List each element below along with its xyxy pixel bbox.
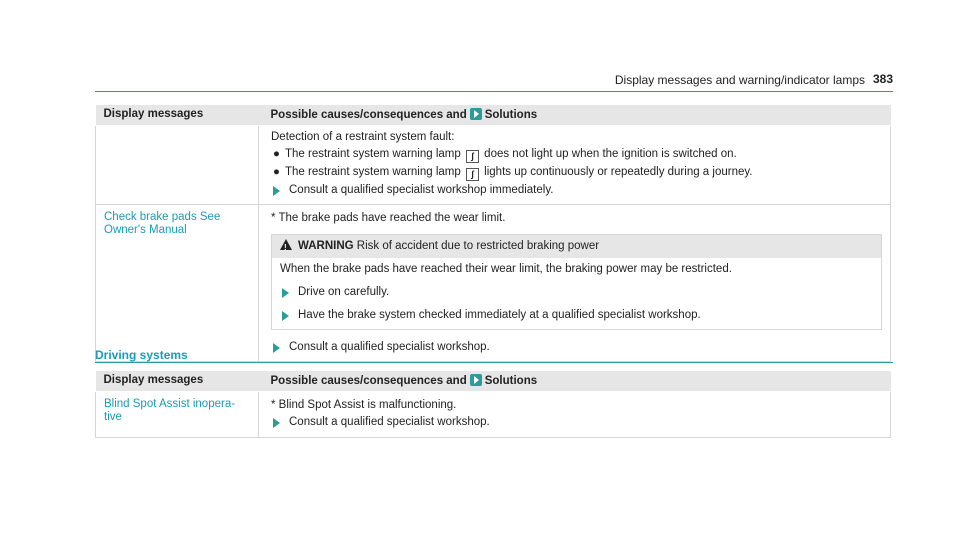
table-header-row	[96, 105, 891, 126]
display-message-cell: Check brake pads See Owner's Manual	[96, 205, 259, 362]
causes-cell	[259, 126, 891, 205]
column-header-display-messages: Display messages	[96, 105, 259, 126]
column-header-suffix: Solutions	[484, 375, 538, 387]
causes-cell	[259, 392, 891, 438]
list-item	[271, 147, 882, 163]
arrow-right-icon	[282, 311, 289, 321]
bullet-icon: ●	[273, 148, 280, 160]
warning-box	[271, 234, 882, 330]
section-title: Driving systems	[95, 348, 188, 362]
page-header-title: Display messages and warning/indicator lamps	[614, 73, 865, 87]
column-header-causes-solutions	[259, 105, 891, 126]
column-header-causes-solutions	[259, 371, 891, 392]
bullet-icon: ●	[273, 166, 280, 178]
display-message-cell: Blind Spot Assist inopera- tive	[96, 392, 259, 438]
warning-header	[272, 235, 881, 258]
column-header-suffix: Solutions	[484, 109, 538, 121]
warning-body	[272, 258, 881, 329]
warning-step	[280, 285, 873, 300]
warning-step-text: Drive on carefully.	[298, 286, 390, 298]
warning-title: Risk of accident due to restricted braking power	[356, 240, 600, 252]
arrow-right-icon	[282, 288, 289, 298]
solution-text: Consult a qualified specialist workshop.	[289, 341, 490, 353]
display-messages-table-restraint-brake	[95, 105, 891, 362]
bullet-text-b: lights up continuously or repeatedly during a journey.	[484, 166, 753, 178]
table-header-row	[96, 371, 891, 392]
solution-step	[271, 415, 882, 430]
header-rule	[95, 91, 893, 92]
fault-intro: Detection of a restraint system fault:	[271, 131, 455, 143]
restraint-system-warning-lamp-icon: ʃ	[466, 168, 479, 181]
arrow-right-icon	[273, 186, 280, 196]
bullet-text-b: does not light up when the ignition is switched on.	[484, 148, 737, 160]
cause-text: * The brake pads have reached the wear limit.	[271, 212, 506, 224]
warning-step	[280, 308, 873, 323]
display-message-cell	[96, 126, 259, 205]
bullet-text-a: The restraint system warning lamp	[285, 166, 461, 178]
arrow-right-icon	[273, 343, 280, 353]
column-header-prefix: Possible causes/consequences and	[270, 375, 467, 387]
warning-text: When the brake pads have reached their wear limit, the braking power may be restricted.	[280, 263, 732, 275]
section-rule	[95, 362, 893, 363]
solution-step	[271, 183, 882, 198]
table-row	[96, 126, 891, 205]
list-item	[271, 165, 882, 181]
arrow-right-icon	[273, 418, 280, 428]
solution-text: Consult a qualified specialist workshop.	[289, 416, 490, 428]
bullet-text-a: The restraint system warning lamp	[285, 148, 461, 160]
page-number: 383	[872, 72, 893, 86]
column-header-display-messages: Display messages	[96, 371, 259, 392]
causes-cell	[259, 205, 891, 362]
table-row	[96, 392, 891, 438]
cause-text: * Blind Spot Assist is malfunctioning.	[271, 399, 457, 411]
warning-label: WARNING	[298, 240, 354, 252]
warning-step-text: Have the brake system checked immediately at a qualified specialist workshop.	[298, 309, 701, 321]
column-header-prefix: Possible causes/consequences and	[270, 109, 467, 121]
arrow-right-icon	[470, 108, 482, 120]
warning-triangle-icon	[280, 239, 292, 250]
arrow-right-icon	[470, 374, 482, 386]
table-row	[96, 205, 891, 362]
restraint-system-warning-lamp-icon: ʃ	[466, 150, 479, 163]
display-messages-table-driving-systems	[95, 371, 891, 438]
solution-text: Consult a qualified specialist workshop immediately.	[289, 184, 554, 196]
solution-step	[271, 340, 882, 355]
